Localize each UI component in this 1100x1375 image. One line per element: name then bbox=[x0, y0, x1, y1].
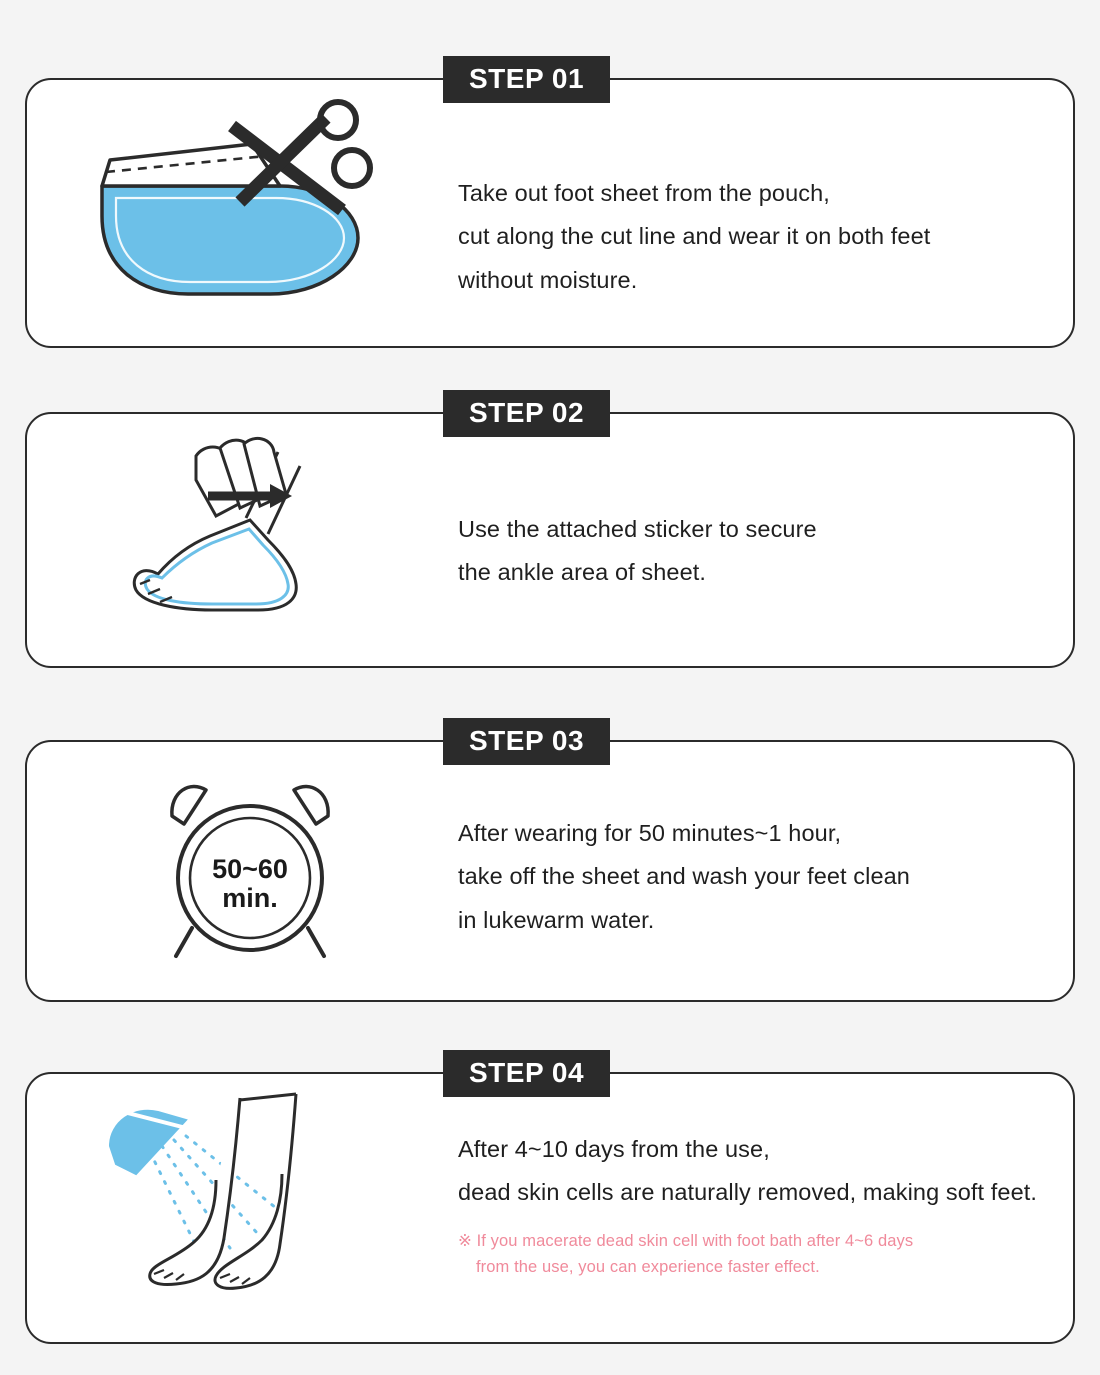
step-text-line: cut along the cut line and wear it on both feet bbox=[458, 223, 931, 250]
step-text-line: After 4~10 days from the use, bbox=[458, 1136, 770, 1162]
step-text-line: Use the attached sticker to secure bbox=[458, 516, 817, 542]
step-text-line: Take out foot sheet from the pouch, bbox=[458, 180, 830, 206]
step-text-03 bbox=[458, 812, 910, 942]
step-badge-03: STEP 03 bbox=[443, 718, 610, 765]
step-badge-04: STEP 04 bbox=[443, 1050, 610, 1097]
note-line-1: ※ If you macerate dead skin cell with foot bath after 4~6 days bbox=[458, 1231, 914, 1250]
step-badge-01: STEP 01 bbox=[443, 56, 610, 103]
step-text-01 bbox=[458, 172, 930, 302]
step-badge-02: STEP 02 bbox=[443, 390, 610, 437]
step-note-04 bbox=[458, 1229, 1037, 1280]
step-text-line: without moisture. bbox=[458, 266, 638, 293]
foot-sheet-pouch-scissors-icon bbox=[80, 98, 410, 308]
step-text-02 bbox=[458, 508, 817, 595]
note-line-2: from the use, you can experience faster effect. bbox=[476, 1257, 820, 1276]
shower-head-feet-icon bbox=[90, 1088, 390, 1318]
step-text-line: in lukewarm water. bbox=[458, 906, 655, 933]
step-text-04 bbox=[458, 1128, 1037, 1280]
step-text-line: After wearing for 50 minutes~1 hour, bbox=[458, 820, 842, 846]
alarm-clock-icon bbox=[140, 770, 360, 970]
clock-duration-line-2: min. bbox=[222, 883, 278, 914]
step-text-line: take off the sheet and wash your feet clean bbox=[458, 863, 910, 890]
step-text-line: the ankle area of sheet. bbox=[458, 559, 707, 586]
hand-attaching-sticker-icon bbox=[100, 432, 360, 632]
step-text-line: dead skin cells are naturally removed, making soft feet. bbox=[458, 1179, 1038, 1206]
clock-duration-line-1: 50~60 bbox=[212, 854, 288, 884]
